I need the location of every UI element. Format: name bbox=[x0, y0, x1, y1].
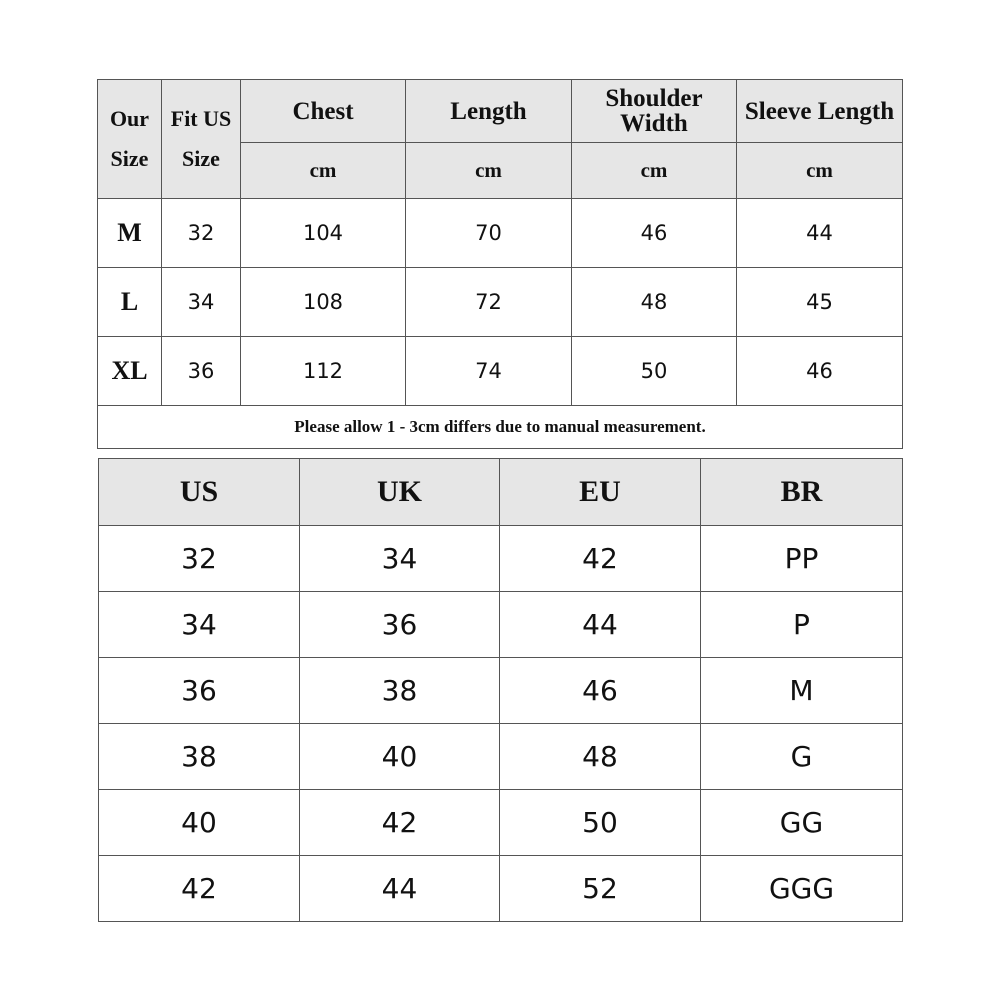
length-cell: 70 bbox=[406, 199, 572, 268]
shoulder-cell: 50 bbox=[572, 337, 737, 406]
sleeve-cell: 44 bbox=[737, 199, 903, 268]
uk-cell: 38 bbox=[300, 658, 500, 724]
uk-cell: 34 bbox=[300, 526, 500, 592]
chest-cell: 104 bbox=[241, 199, 406, 268]
table-row bbox=[99, 658, 903, 724]
table-row bbox=[99, 592, 903, 658]
sleeve-cell: 45 bbox=[737, 268, 903, 337]
br-cell: G bbox=[701, 724, 903, 790]
size-conversion-table bbox=[98, 458, 903, 922]
header-br: BR bbox=[701, 459, 903, 526]
br-cell: PP bbox=[701, 526, 903, 592]
us-cell: 38 bbox=[99, 724, 300, 790]
header-eu: EU bbox=[500, 459, 701, 526]
header-length: Length bbox=[406, 80, 572, 143]
fit-us-cell: 36 bbox=[162, 337, 241, 406]
eu-cell: 42 bbox=[500, 526, 701, 592]
uk-cell: 36 bbox=[300, 592, 500, 658]
br-cell: M bbox=[701, 658, 903, 724]
sleeve-cell: 46 bbox=[737, 337, 903, 406]
header-sleeve-length: Sleeve Length bbox=[737, 80, 903, 143]
eu-cell: 44 bbox=[500, 592, 701, 658]
unit-chest: cm bbox=[241, 143, 406, 199]
shoulder-cell: 46 bbox=[572, 199, 737, 268]
table-row bbox=[98, 199, 903, 268]
uk-cell: 40 bbox=[300, 724, 500, 790]
br-cell: P bbox=[701, 592, 903, 658]
chest-cell: 108 bbox=[241, 268, 406, 337]
unit-shoulder: cm bbox=[572, 143, 737, 199]
our-size-cell: M bbox=[98, 199, 162, 268]
header-us: US bbox=[99, 459, 300, 526]
length-cell: 74 bbox=[406, 337, 572, 406]
our-size-cell: L bbox=[98, 268, 162, 337]
br-cell: GGG bbox=[701, 856, 903, 922]
table-row bbox=[99, 724, 903, 790]
header-uk: UK bbox=[300, 459, 500, 526]
chest-cell: 112 bbox=[241, 337, 406, 406]
uk-cell: 42 bbox=[300, 790, 500, 856]
header-chest: Chest bbox=[241, 80, 406, 143]
eu-cell: 50 bbox=[500, 790, 701, 856]
table-row bbox=[98, 337, 903, 406]
unit-sleeve: cm bbox=[737, 143, 903, 199]
us-cell: 42 bbox=[99, 856, 300, 922]
header-fit-us-size: Fit US Size bbox=[162, 80, 241, 199]
us-cell: 40 bbox=[99, 790, 300, 856]
header-shoulder-width: Shoulder Width bbox=[572, 80, 737, 143]
header-our-size: Our Size bbox=[98, 80, 162, 199]
fit-us-cell: 34 bbox=[162, 268, 241, 337]
uk-cell: 44 bbox=[300, 856, 500, 922]
eu-cell: 52 bbox=[500, 856, 701, 922]
unit-length: cm bbox=[406, 143, 572, 199]
table-row bbox=[98, 268, 903, 337]
eu-cell: 48 bbox=[500, 724, 701, 790]
us-cell: 34 bbox=[99, 592, 300, 658]
our-size-cell: XL bbox=[98, 337, 162, 406]
us-cell: 32 bbox=[99, 526, 300, 592]
shoulder-cell: 48 bbox=[572, 268, 737, 337]
eu-cell: 46 bbox=[500, 658, 701, 724]
size-chart-table bbox=[97, 79, 903, 449]
measurement-note: Please allow 1 - 3cm differs due to manual measurement. bbox=[98, 406, 903, 449]
table-row bbox=[99, 790, 903, 856]
us-cell: 36 bbox=[99, 658, 300, 724]
fit-us-cell: 32 bbox=[162, 199, 241, 268]
br-cell: GG bbox=[701, 790, 903, 856]
table-row bbox=[99, 856, 903, 922]
length-cell: 72 bbox=[406, 268, 572, 337]
table-row bbox=[99, 526, 903, 592]
